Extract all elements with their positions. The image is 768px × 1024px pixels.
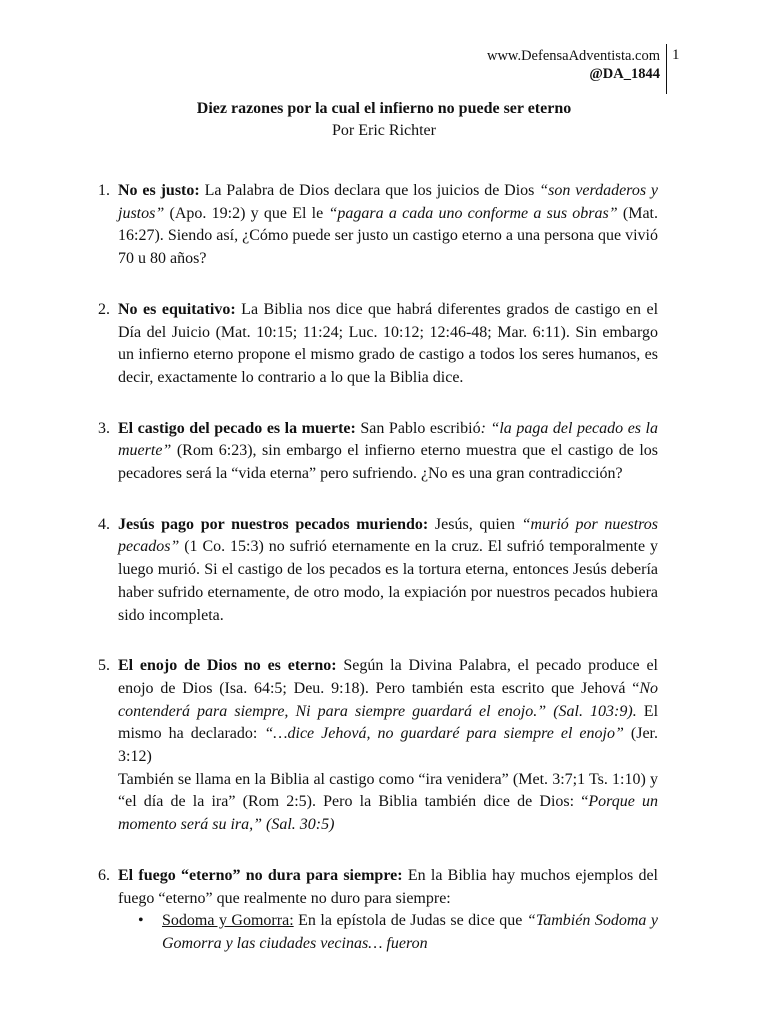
example-label: Sodoma y Gomorra: <box>162 912 294 930</box>
document-author: Por Eric Richter <box>332 122 436 139</box>
reason-item <box>98 655 659 837</box>
reason-text <box>118 180 658 271</box>
reason-body: Jesús, quien <box>428 515 522 533</box>
reason-item <box>98 180 659 271</box>
bible-quote: “…dice Jehová, no guardaré para siempre el enojo” <box>264 725 624 743</box>
reason-heading: Jesús pago por nuestros pecados muriendo: <box>118 515 429 533</box>
bible-quote: No contenderá para siempre, Ni para siempre guardará el enojo.” (Sal. 103:9). <box>118 679 658 720</box>
reason-body: (Apo. 19:2) y que El le <box>164 204 329 222</box>
example-list <box>118 910 658 955</box>
bible-quote: “pagara a cada uno conforme a sus obras” <box>328 204 618 222</box>
reason-text <box>118 655 658 769</box>
bible-quote: “son verdaderos y justos” <box>118 182 659 222</box>
bullet-icon: • <box>138 912 144 930</box>
social-handle: @DA_1844 <box>589 66 660 82</box>
example-body: En la epístola de Judas se dice que <box>293 912 527 930</box>
reason-text <box>118 418 658 486</box>
site-url[interactable]: www.DefensaAdventista.com <box>486 48 660 64</box>
reason-number: 3. <box>98 419 110 437</box>
reason-text <box>118 299 658 390</box>
reason-number: 6. <box>98 866 110 884</box>
bible-quote: : “la paga del pecado es la muerte” <box>118 419 659 460</box>
reason-heading: No es equitativo: <box>118 300 236 318</box>
reason-number: 5. <box>98 657 110 675</box>
reason-body: (Mat. 16:27). Siendo así, ¿Cómo puede ser justo un castigo eterno a una persona que vivió 70 u 80 años? <box>118 204 659 268</box>
reason-body: Según la Divina Palabra, el pecado produce el enojo de Dios (Isa. 64:5; Deu. 9:18). Pero también esta escrito que Jehová “ <box>118 657 658 697</box>
bible-quote: “También Sodoma y Gomorra y las ciudades vecinas… fueron <box>162 912 658 952</box>
reason-body: (1 Co. 15:3) no sufrió eternamente en la cruz. El sufrió temporalmente y luego murió. Si el castigo de los pecados es la tortura eterna, entonces Jesús debería haber sufrido eternamente, de otro modo, la expiación por nuestros pecados hubiera sido incompleta. <box>118 538 658 624</box>
header-divider <box>666 44 667 94</box>
bible-quote: “murió por nuestros pecados” <box>118 515 659 556</box>
page-number: 1 <box>672 47 680 63</box>
reason-heading: El castigo del pecado es la muerte: <box>118 419 356 437</box>
reason-body: La Palabra de Dios declara que los juicios de Dios <box>199 182 540 199</box>
example-item <box>138 910 658 955</box>
reason-text <box>118 514 658 628</box>
reason-body: El mismo ha declarado: <box>118 702 659 743</box>
reason-item <box>98 514 659 628</box>
document-title: Diez razones por la cual el infierno no puede ser eterno <box>196 100 572 117</box>
reason-body: (Rom 6:23), sin embargo el infierno eterno muestra que el castigo de los pecadores será la “vida eterna” pero sufriendo. ¿No es una gran contradicción? <box>118 442 658 483</box>
reason-heading: El fuego “eterno” no dura para siempre: <box>118 866 403 884</box>
reason-number: 1. <box>98 182 110 199</box>
reason-item <box>98 299 659 390</box>
page-header <box>487 47 660 83</box>
document-title-block <box>0 98 768 142</box>
reason-body: San Pablo escribió <box>355 419 481 437</box>
reason-item <box>98 418 659 486</box>
reason-heading: El enojo de Dios no es eterno: <box>118 657 337 675</box>
reason-body: La Biblia nos dice que habrá diferentes grados de castigo en el Día del Juicio (Mat. 10:15; 11:24; Luc. 10:12; 12:46-48; Mar. 6:11). Sin embargo un infierno eterno propone el mismo grado de castigo a todos los seres humanos, es decir, exactamente lo contrario a lo que la Biblia dice. <box>118 300 659 386</box>
reason-number: 4. <box>98 515 110 533</box>
reason-body: También se llama en la Biblia al castigo como “ira venidera” (Met. 3:7;1 Ts. 1:10) y “el día de la ira” (Rom 2:5). Pero la Biblia también dice de Dios: “ <box>118 770 658 811</box>
reason-item <box>98 865 659 956</box>
reasons-list <box>98 180 659 984</box>
reason-heading: No es justo: <box>118 182 200 199</box>
bible-quote: Porque un momento será su ira,” (Sal. 30:5) <box>118 793 658 834</box>
reason-text <box>118 865 658 910</box>
reason-number: 2. <box>98 300 110 318</box>
reason-body: (Jer. 3:12) <box>118 725 659 766</box>
reason-body: En la Biblia hay muchos ejemplos del fuego “eterno” que realmente no duro para siempre: <box>118 866 659 907</box>
reason-text-continued <box>118 769 658 837</box>
